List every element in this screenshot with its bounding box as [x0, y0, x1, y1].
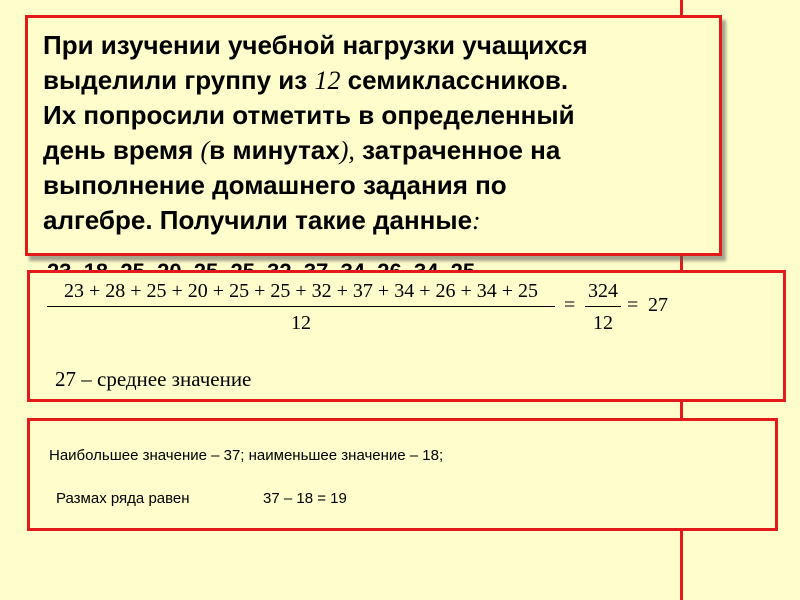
equals-sign-1: =: [564, 294, 576, 316]
total-denominator: 12: [593, 312, 613, 334]
fraction-bar-2: [585, 306, 621, 307]
problem-line-5: выполнение домашнего задания по: [43, 170, 507, 200]
problem-line-2-end: семиклассников.: [347, 64, 569, 95]
problem-box: [25, 15, 722, 256]
problem-colon: :: [472, 205, 481, 235]
problem-line-4-start: день время: [43, 134, 194, 165]
problem-line-4-end: затраченное на: [362, 134, 561, 165]
equals-sign-2: =: [627, 294, 639, 316]
problem-line-1: При изучении учебной нагрузки учащихся: [43, 30, 588, 60]
problem-text: [43, 28, 713, 238]
sum-fraction: [47, 280, 555, 335]
problem-line-3: Их попросили отметить в определенный: [43, 100, 575, 130]
sum-denominator: 12: [291, 312, 311, 334]
range-label: Размах ряда равен: [56, 490, 190, 507]
student-count: 12: [314, 65, 341, 95]
mean-result: 27: [648, 294, 668, 316]
total-fraction: [585, 280, 621, 335]
problem-line-4-mid: в минутах: [209, 134, 340, 165]
paren-open: (: [200, 135, 210, 165]
max-min-text: Наибольшее значение – 37; наименьшее значение – 18;: [49, 447, 444, 464]
sum-numerator: 23 + 28 + 25 + 20 + 25 + 25 + 32 + 37 + 34 + 26 + 34 + 25: [63, 280, 539, 302]
data-values-row: [47, 256, 607, 269]
mean-label: 27 – среднее значение: [55, 367, 252, 391]
mean-calculation-box: [27, 270, 786, 402]
problem-line-6: алгебре. Получили такие данные: [43, 204, 473, 235]
range-box: [27, 418, 778, 531]
problem-line-2-start: выделили группу из: [43, 64, 308, 95]
paren-close: ),: [339, 135, 355, 165]
range-calculation: 37 – 18 = 19: [263, 490, 347, 507]
total-numerator: 324: [588, 280, 618, 302]
fraction-bar: [47, 306, 555, 307]
